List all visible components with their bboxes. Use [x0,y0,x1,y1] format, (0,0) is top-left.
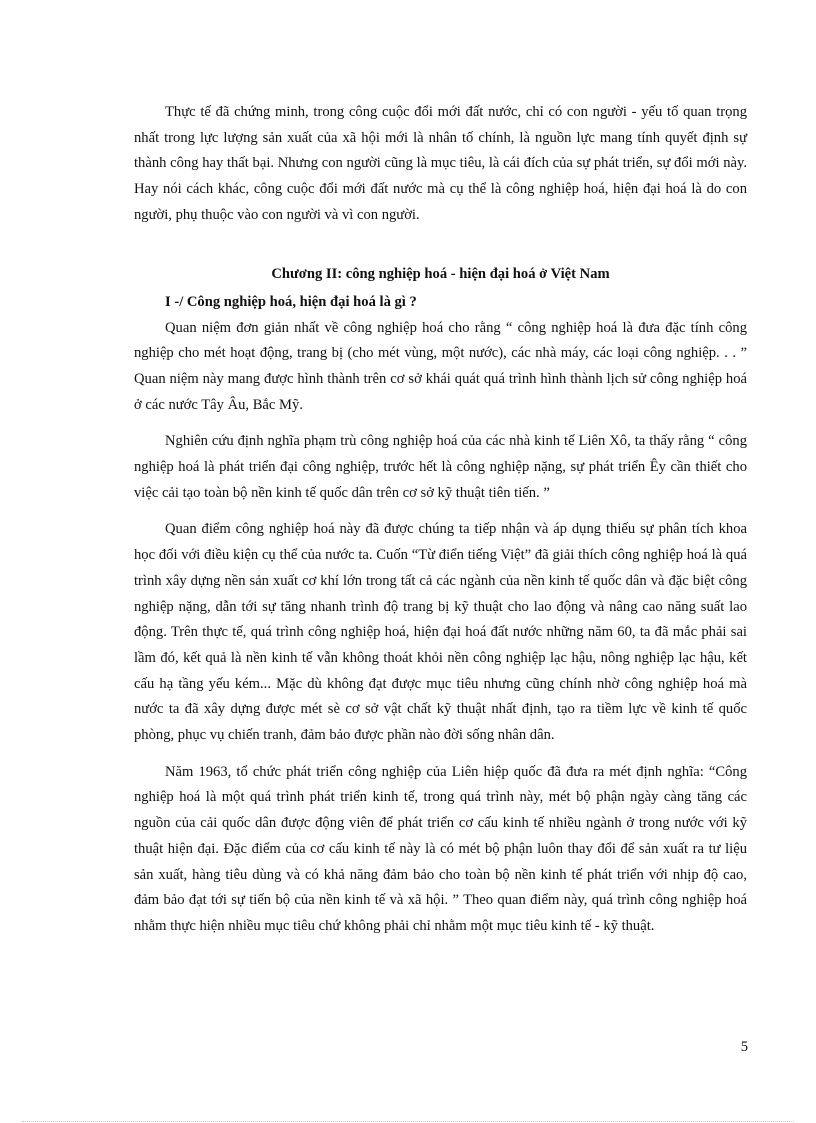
body-paragraph-3: Quan điểm công nghiệp hoá này đã được chúng ta tiếp nhận và áp dụng thiếu sự phân tích khoa học đối với điều kiện cụ thể của nước ta. Cuốn “Từ điển tiếng Việt” đã giải thích công nghiệp hoá là quá trình xây dựng nền sản xuất cơ khí lớn trong tất cả các ngành của nền kinh tế quốc dân và đặc biệt công nghiệp nặng, dẫn tới sự tăng nhanh trình độ trang bị kỹ thuật cho lao động và nâng cao năng suất lao động. Trên thực tế, quá trình công nghiệp hoá, hiện đại hoá đất nước những năm 60, ta đã mắc phải sai lầm đó, kết quả là nền kinh tế vẫn không thoát khỏi nền công nghiệp lạc hậu, nông nghiệp lạc hậu, kết cấu hạ tầng yếu kém... Mặc dù không đạt được mục tiêu nhưng cũng chính nhờ công nghiệp hoá mà nước ta đã xây dựng được mét sè cơ sở vật chất kỹ thuật nhất định, tạo ra tiềm lực về kinh tế quốc phòng, phục vụ chiến tranh, đảm bảo được phần nào đời sống nhân dân. [134,521,747,744]
intro-paragraph: Thực tế đã chứng minh, trong công cuộc đổi mới đất nước, chỉ có con người - yếu tố quan trọng nhất trong lực lượng sản xuất của xã hội mới là nhân tố chính, là nguồn lực mang tính quyết định sự thành công hay thất bại. Nhưng con người cũng là mục tiêu, là cái đích của sự phát triển, sự đổi mới này. Hay nói cách khác, công cuộc đổi mới đất nước mà cụ thể là công nghiệp hoá, hiện đại hoá là do con người, phụ thuộc vào con người và vì con người. [134,104,747,223]
body-paragraph-4: Năm 1963, tổ chức phát triển công nghiệp của Liên hiệp quốc đã đưa ra mét định nghĩa: “Công nghiệp hoá là một quá trình phát triển kinh tế, trong quá trình này, mét bộ phận ngày càng tăng các nguồn của cải quốc dân được động viên để phát triển cơ cấu kinh tế nhiều ngành ở trong nước với kỹ thuật hiện đại. Đặc điểm của cơ cấu kinh tế này là có mét bộ phận luôn thay đổi để sản xuất ra tư liệu sản xuất, hàng tiêu dùng và có khả năng đảm bảo cho toàn bộ nền kinh tế phát triển với nhịp độ cao, đảm bảo đạt tới sự tiến bộ của nền kinh tế và xã hội. ” Theo quan điểm này, quá trình công nghiệp hoá nhằm thực hiện nhiều mục tiêu chứ không phải chỉ nhằm một mục tiêu kinh tế - kỹ thuật. [134,763,747,934]
page-bottom-divider [22,1121,794,1122]
chapter-title: Chương II: công nghiệp hoá - hiện đại hoá ở Việt Nam [271,265,610,282]
section-spacer [134,240,747,262]
section-heading: I -/ Công nghiệp hoá, hiện đại hoá là gì ? [165,293,417,310]
page-body [134,100,747,951]
body-paragraph-1: Quan niệm đơn giản nhất về công nghiệp hoá cho rằng “ công nghiệp hoá là đưa đặc tính công nghiệp cho mét hoạt động, trang bị (cho mét vùng, một nước), các nhà máy, các loại công nghiệp. . . ” Quan niệm này mang được hình thành trên cơ sở khái quát quá trình hình thành lịch sử công nghiệp hoá ở các nước Tây Âu, Bắc Mỹ. [134,319,747,413]
page-number: 5 [740,1039,748,1055]
body-paragraph-2: Nghiên cứu định nghĩa phạm trù công nghiệp hoá của các nhà kinh tế Liên Xô, ta thấy rằng “ công nghiệp hoá là phát triển đại công nghiệp, trước hết là công nghiệp nặng, sự phát triển Êy cần thiết cho việc cải tạo toàn bộ nền kinh tế quốc dân trên cơ sở kỹ thuật tiên tiến. ” [134,433,747,501]
